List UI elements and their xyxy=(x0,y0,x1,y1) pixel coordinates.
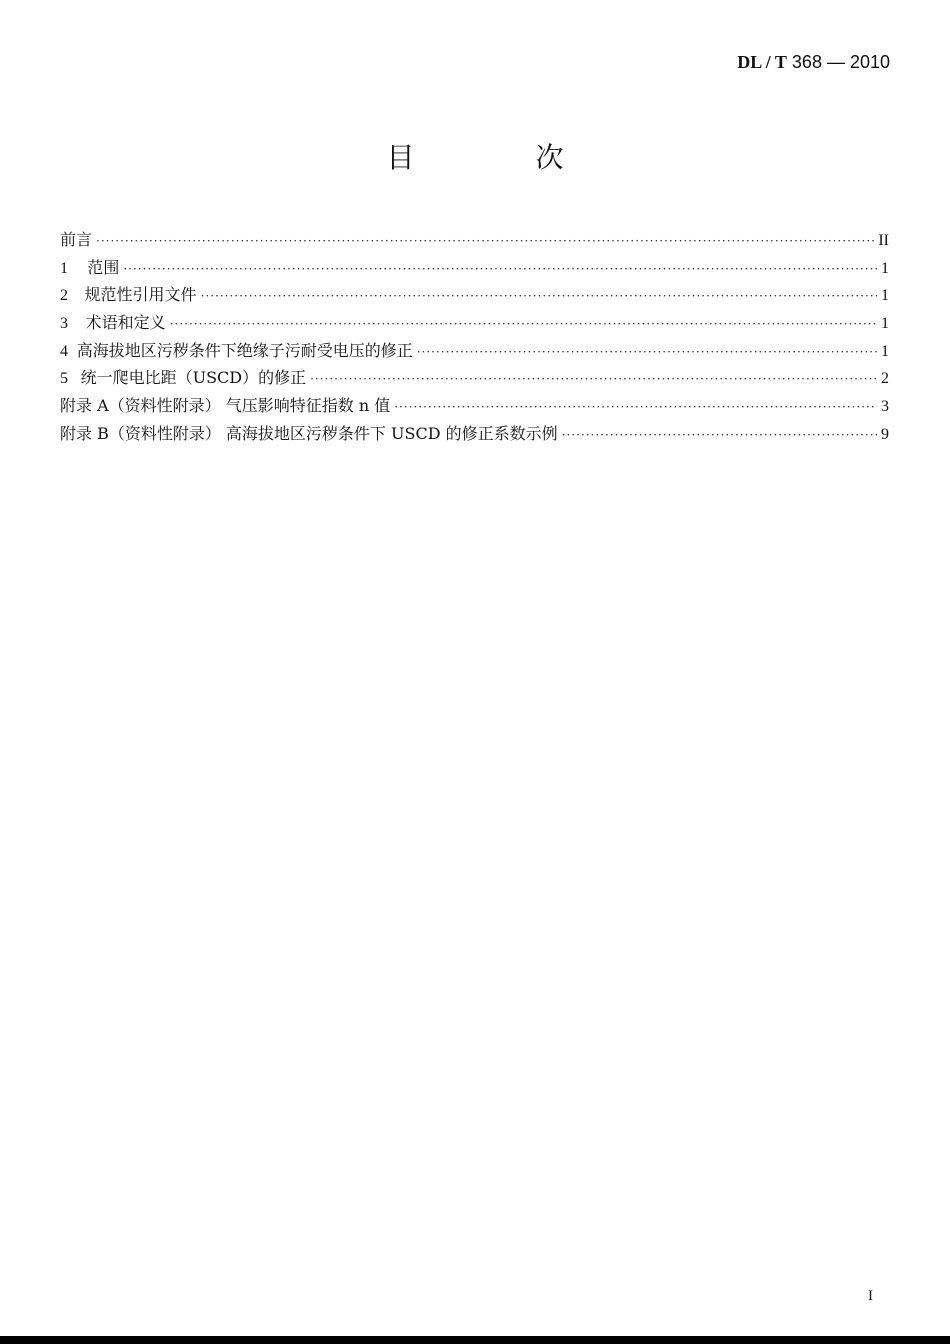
toc-entry-text: 范围 xyxy=(87,257,120,277)
standard-number: 368 — 2010 xyxy=(791,52,890,72)
toc-entry-annex-a[interactable] xyxy=(60,392,889,420)
toc-entry-number: 5 xyxy=(60,370,68,388)
toc-leader-dots xyxy=(394,394,877,422)
toc-entry-text: 规范性引用文件 xyxy=(84,285,197,305)
bottom-edge-bar xyxy=(0,1336,950,1344)
toc-page-number: 3 xyxy=(881,398,889,416)
toc-entry-number: 3 xyxy=(60,315,68,333)
toc-entry-text: 前言 xyxy=(60,230,93,249)
standard-code xyxy=(737,52,890,73)
toc-entry-text: 术语和定义 xyxy=(85,313,166,333)
toc-leader-dots xyxy=(123,256,877,284)
toc-page-number: 9 xyxy=(881,425,889,443)
page-number: I xyxy=(868,1288,873,1304)
toc-entry-number: 2 xyxy=(60,287,68,305)
toc-page-number: 1 xyxy=(881,259,889,277)
table-of-contents xyxy=(60,226,889,448)
toc-entry-scope[interactable] xyxy=(60,254,889,282)
toc-page-number: 2 xyxy=(881,370,889,388)
toc-entry-uscd-correction[interactable] xyxy=(60,364,889,392)
toc-leader-dots xyxy=(201,283,877,311)
toc-entry-terms-definitions[interactable] xyxy=(60,309,889,337)
page-title: 目 次 xyxy=(386,141,620,174)
toc-leader-dots xyxy=(310,366,877,394)
toc-entry-annex-b[interactable] xyxy=(60,420,889,448)
toc-entry-normative-references[interactable] xyxy=(60,281,889,309)
toc-page-number: 1 xyxy=(881,287,889,305)
standard-prefix: DL / T xyxy=(737,52,787,72)
toc-entry-correction[interactable] xyxy=(60,337,889,365)
toc-entry-foreword[interactable] xyxy=(60,226,889,254)
toc-page-number: II xyxy=(878,232,889,249)
toc-entry-number: 4 xyxy=(60,342,68,360)
toc-page-number: 1 xyxy=(881,315,889,333)
toc-entry-text: 高海拔地区污秽条件下绝缘子污耐受电压的修正 xyxy=(76,340,413,360)
toc-leader-dots xyxy=(417,339,877,367)
toc-leader-dots xyxy=(96,228,874,256)
toc-page-number: 1 xyxy=(881,342,889,360)
toc-entry-number: 1 xyxy=(60,259,68,277)
toc-leader-dots xyxy=(562,422,877,450)
toc-entry-text: 附录 B（资料性附录） 高海拔地区污秽条件下 USCD 的修正系数示例 xyxy=(60,423,558,443)
toc-entry-text: 统一爬电比距（USCD）的修正 xyxy=(80,368,307,388)
toc-entry-text: 附录 A（资料性附录） 气压影响特征指数 n 值 xyxy=(60,396,391,416)
toc-leader-dots xyxy=(170,311,877,339)
